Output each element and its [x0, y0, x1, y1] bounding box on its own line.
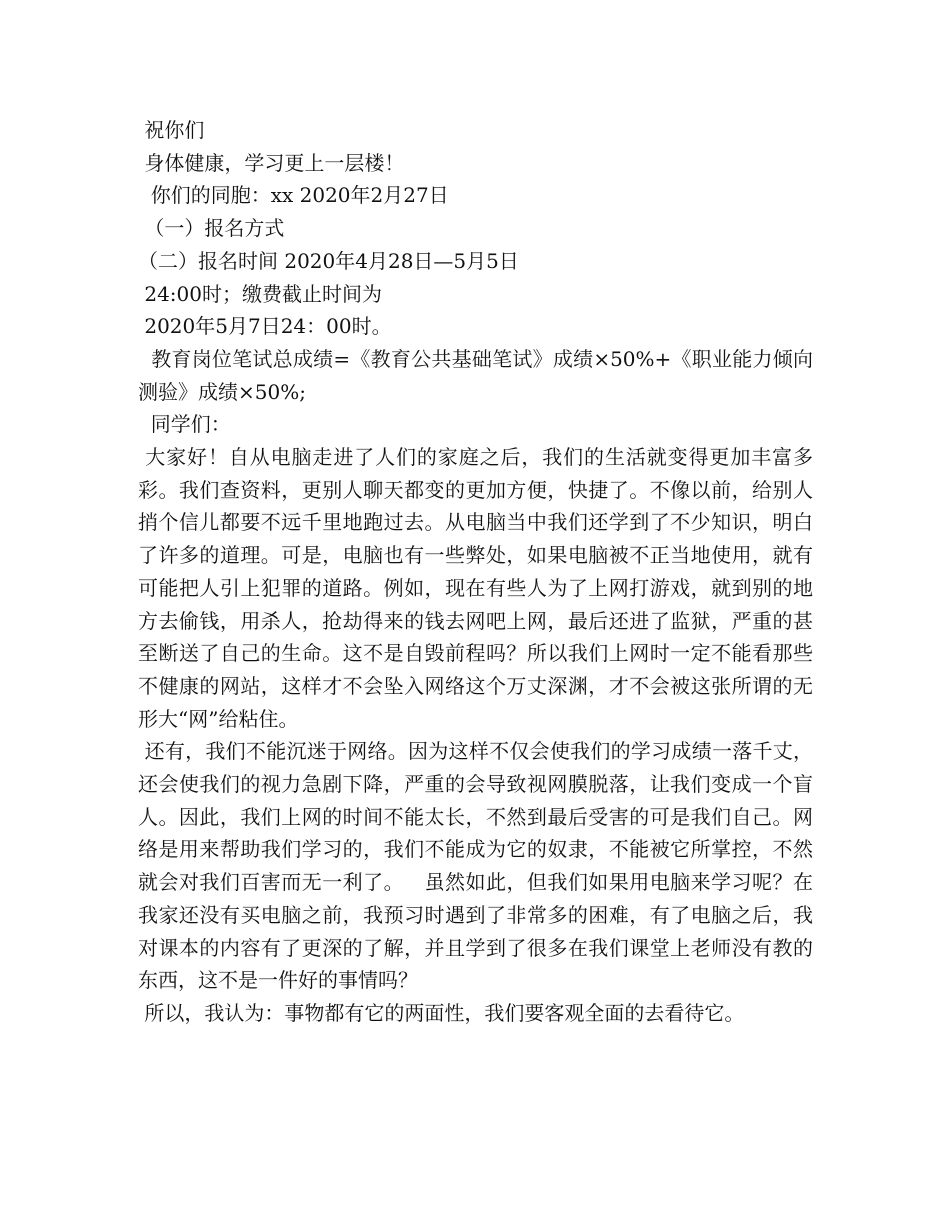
- registration-deadline: 24:00时；缴费截止时间为: [138, 281, 382, 306]
- section-registration-method: （一）报名方式: [138, 216, 285, 241]
- payment-deadline: 2020年5月7日24：00时。: [138, 314, 392, 339]
- salutation: 同学们：: [138, 412, 231, 437]
- essay-paragraph-2: 还有，我们不能沉迷于网络。因为这样不仅会使我们的学习成绩一落千丈，还会使我们的视力急剧下降，严重的会导致视网膜脱落，让我们变成一个盲人。因此，我们上网的时间不能太长，不然到最后受害的可是我们自己。网络是用来帮助我们学习的，我们不能成为它的奴隶，不能被它所掌控，不然就会对我们百害而无一利了。 虽然如此，但我们如果用电脑来学习呢？在我家还没有买电脑之前，我预习时遇到了非常多的困难，有了电脑之后，我对课本的内容有了更深的了解，并且学到了很多在我们课堂上老师没有教的东西，这不是一件好的事情吗？: [138, 739, 814, 993]
- section-registration-time: （二）报名时间 2020年4月28日—5月5日: [138, 248, 519, 273]
- closing-blessing: 身体健康，学习更上一层楼！: [138, 150, 405, 175]
- score-formula: 教育岗位笔试总成绩=《教育公共基础笔试》成绩×50%+《职业能力倾向测验》成绩×50%;: [138, 346, 813, 404]
- closing-wish: 祝你们: [138, 118, 205, 142]
- signature-line: 你们的同胞：xx 2020年2月27日: [138, 183, 449, 208]
- essay-paragraph-1: 大家好！自从电脑走进了人们的家庭之后，我们的生活就变得更加丰富多彩。我们查资料，更别人聊天都变的更加方便，快捷了。不像以前，给别人捎个信儿都要不远千里地跑过去。从电脑当中我们还学到了不少知识，明白了许多的道理。可是，电脑也有一些弊处，如果电脑被不正当地使用，就有可能把人引上犯罪的道路。例如，现在有些人为了上网打游戏，就到别的地方去偷钱，用杀人，抢劫得来的钱去网吧上网，最后还进了监狱，严重的甚至断送了自己的生命。这不是自毁前程吗？所以我们上网时一定不能看那些不健康的网站，这样才不会坠入网络这个万丈深渊，才不会被这张所谓的无形大“网”给粘住。: [138, 445, 814, 731]
- document-body: [138, 114, 813, 1030]
- essay-conclusion: 所以，我认为：事物都有它的两面性，我们要客观全面的去看待它。: [138, 1000, 745, 1025]
